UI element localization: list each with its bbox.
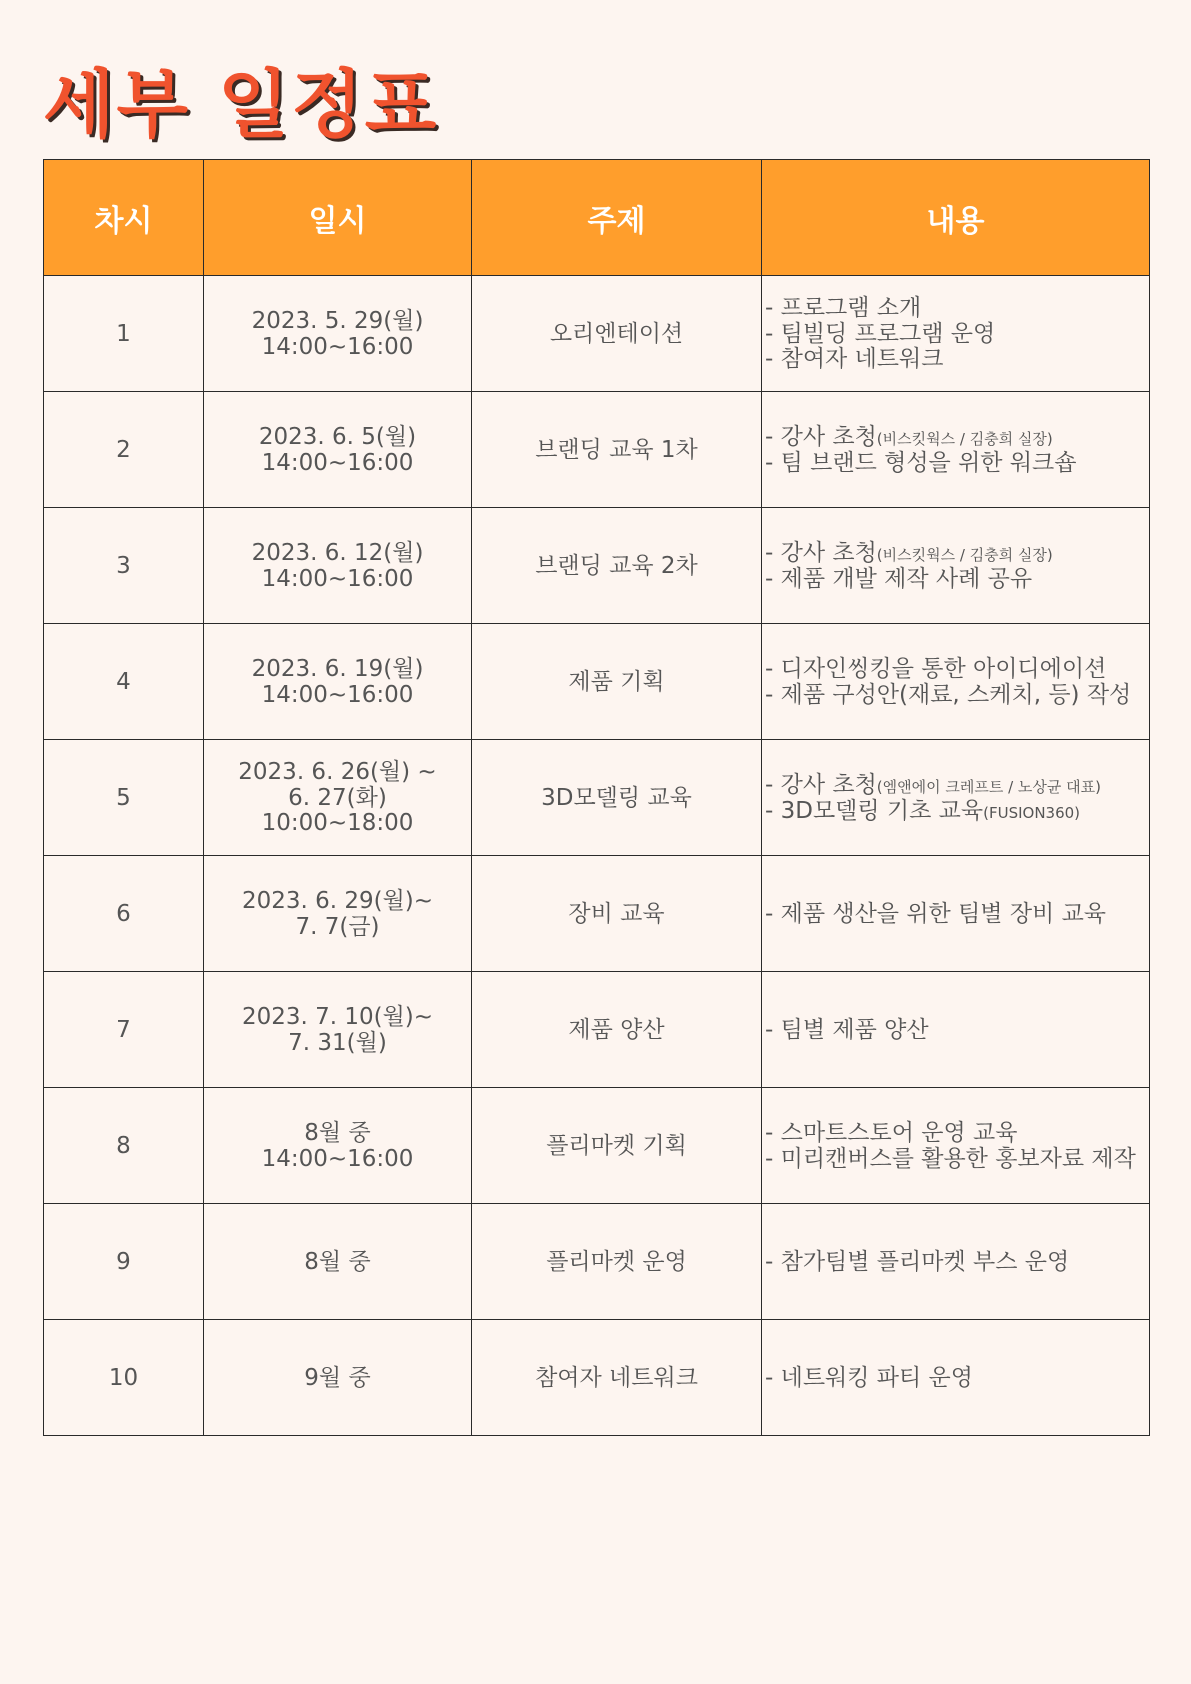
session-datetime bbox=[204, 508, 472, 624]
content-text: - 팀빌딩 프로그램 운영 bbox=[765, 320, 996, 347]
content-line bbox=[765, 656, 1141, 682]
content-line bbox=[765, 1249, 1141, 1275]
page-title: 세부 일정표 bbox=[43, 61, 439, 148]
content-text: - 3D모델링 기초 교육 bbox=[765, 797, 984, 824]
session-topic: 제품 기획 bbox=[472, 624, 762, 740]
datetime-line: 8월 중 bbox=[304, 1248, 371, 1275]
content-text: - 강사 초청 bbox=[765, 423, 877, 450]
session-datetime bbox=[204, 1320, 472, 1436]
session-number: 10 bbox=[44, 1320, 204, 1436]
table-row bbox=[44, 392, 1150, 508]
session-content bbox=[762, 276, 1150, 392]
content-text: - 팀 브랜드 형성을 위한 워크숍 bbox=[765, 449, 1077, 476]
session-topic: 오리엔테이션 bbox=[472, 276, 762, 392]
datetime-line: 14:00~16:00 bbox=[261, 1145, 414, 1172]
table-row bbox=[44, 1088, 1150, 1204]
table-row bbox=[44, 1320, 1150, 1436]
content-line bbox=[765, 566, 1141, 592]
datetime-line: 14:00~16:00 bbox=[261, 565, 414, 592]
instructor-note: (FUSION360) bbox=[983, 803, 1081, 822]
datetime-line: 2023. 6. 19(월) bbox=[251, 655, 424, 682]
content-line bbox=[765, 1120, 1141, 1146]
content-line bbox=[765, 424, 1141, 450]
content-text: - 참여자 네트워크 bbox=[765, 346, 944, 373]
session-topic: 플리마켓 운영 bbox=[472, 1204, 762, 1320]
session-content bbox=[762, 1320, 1150, 1436]
content-line bbox=[765, 1146, 1141, 1172]
session-number: 7 bbox=[44, 972, 204, 1088]
session-topic: 플리마켓 기획 bbox=[472, 1088, 762, 1204]
session-content bbox=[762, 740, 1150, 856]
header-session: 차시 bbox=[44, 160, 204, 276]
session-number: 4 bbox=[44, 624, 204, 740]
session-content bbox=[762, 972, 1150, 1088]
content-line bbox=[765, 901, 1141, 927]
content-text: - 제품 생산을 위한 팀별 장비 교육 bbox=[765, 900, 1106, 927]
session-datetime bbox=[204, 624, 472, 740]
session-number: 5 bbox=[44, 740, 204, 856]
content-line bbox=[765, 772, 1141, 798]
header-topic: 주제 bbox=[472, 160, 762, 276]
header-datetime: 일시 bbox=[204, 160, 472, 276]
content-line bbox=[765, 682, 1141, 708]
session-datetime bbox=[204, 856, 472, 972]
instructor-note: (엠앤에이 크레프트 / 노상균 대표) bbox=[876, 777, 1101, 796]
session-content bbox=[762, 624, 1150, 740]
content-line bbox=[765, 346, 1141, 372]
schedule-table bbox=[43, 159, 1150, 1436]
session-datetime bbox=[204, 1088, 472, 1204]
datetime-line: 7. 31(월) bbox=[288, 1029, 387, 1056]
content-text: - 제품 구성안(재료, 스케치, 등) 작성 bbox=[765, 681, 1132, 708]
content-text: - 프로그램 소개 bbox=[765, 294, 922, 321]
datetime-line: 9월 중 bbox=[304, 1364, 371, 1391]
session-content bbox=[762, 1204, 1150, 1320]
instructor-note: (비스킷웍스 / 김충희 실장) bbox=[876, 545, 1053, 564]
table-row bbox=[44, 856, 1150, 972]
session-number: 2 bbox=[44, 392, 204, 508]
content-text: - 제품 개발 제작 사례 공유 bbox=[765, 565, 1033, 592]
datetime-line: 14:00~16:00 bbox=[261, 449, 414, 476]
content-line bbox=[765, 450, 1141, 476]
session-topic: 장비 교육 bbox=[472, 856, 762, 972]
session-number: 1 bbox=[44, 276, 204, 392]
datetime-line: 10:00~18:00 bbox=[261, 810, 414, 837]
datetime-line: 14:00~16:00 bbox=[261, 333, 414, 360]
datetime-line: 7. 7(금) bbox=[295, 913, 380, 940]
table-row bbox=[44, 972, 1150, 1088]
datetime-line: 2023. 6. 26(월) ~ bbox=[238, 758, 437, 785]
session-datetime bbox=[204, 972, 472, 1088]
content-text: - 참가팀별 플리마켓 부스 운영 bbox=[765, 1248, 1070, 1275]
content-text: - 스마트스토어 운영 교육 bbox=[765, 1119, 1018, 1146]
datetime-line: 8월 중 bbox=[304, 1119, 371, 1146]
content-line bbox=[765, 295, 1141, 321]
datetime-line: 2023. 6. 29(월)~ bbox=[241, 887, 434, 914]
content-text: - 강사 초청 bbox=[765, 771, 877, 798]
session-content bbox=[762, 392, 1150, 508]
session-content bbox=[762, 856, 1150, 972]
header-content: 내용 bbox=[762, 160, 1150, 276]
session-datetime bbox=[204, 740, 472, 856]
table-row bbox=[44, 508, 1150, 624]
session-content bbox=[762, 508, 1150, 624]
session-number: 8 bbox=[44, 1088, 204, 1204]
datetime-line: 2023. 5. 29(월) bbox=[251, 307, 424, 334]
content-line bbox=[765, 321, 1141, 347]
datetime-line: 2023. 7. 10(월)~ bbox=[241, 1003, 434, 1030]
session-datetime bbox=[204, 392, 472, 508]
table-row bbox=[44, 1204, 1150, 1320]
datetime-line: 2023. 6. 5(월) bbox=[258, 423, 417, 450]
content-text: - 강사 초청 bbox=[765, 539, 877, 566]
table-row bbox=[44, 276, 1150, 392]
header-row bbox=[44, 160, 1150, 276]
session-topic: 브랜딩 교육 2차 bbox=[472, 508, 762, 624]
content-text: - 네트워킹 파티 운영 bbox=[765, 1364, 973, 1391]
content-text: - 팀별 제품 양산 bbox=[765, 1016, 929, 1043]
session-content bbox=[762, 1088, 1150, 1204]
datetime-line: 6. 27(화) bbox=[288, 784, 387, 811]
session-topic: 브랜딩 교육 1차 bbox=[472, 392, 762, 508]
content-line bbox=[765, 798, 1141, 824]
datetime-line: 2023. 6. 12(월) bbox=[251, 539, 424, 566]
session-number: 3 bbox=[44, 508, 204, 624]
session-datetime bbox=[204, 1204, 472, 1320]
content-line bbox=[765, 1365, 1141, 1391]
table-row bbox=[44, 624, 1150, 740]
session-topic: 제품 양산 bbox=[472, 972, 762, 1088]
content-line bbox=[765, 540, 1141, 566]
session-topic: 3D모델링 교육 bbox=[472, 740, 762, 856]
schedule-body bbox=[44, 276, 1150, 1436]
table-row bbox=[44, 740, 1150, 856]
content-text: - 디자인씽킹을 통한 아이디에이션 bbox=[765, 655, 1107, 682]
session-number: 9 bbox=[44, 1204, 204, 1320]
content-line bbox=[765, 1017, 1141, 1043]
instructor-note: (비스킷웍스 / 김충희 실장) bbox=[876, 429, 1053, 448]
session-number: 6 bbox=[44, 856, 204, 972]
session-topic: 참여자 네트워크 bbox=[472, 1320, 762, 1436]
datetime-line: 14:00~16:00 bbox=[261, 681, 414, 708]
session-datetime bbox=[204, 276, 472, 392]
content-text: - 미리캔버스를 활용한 홍보자료 제작 bbox=[765, 1145, 1136, 1172]
